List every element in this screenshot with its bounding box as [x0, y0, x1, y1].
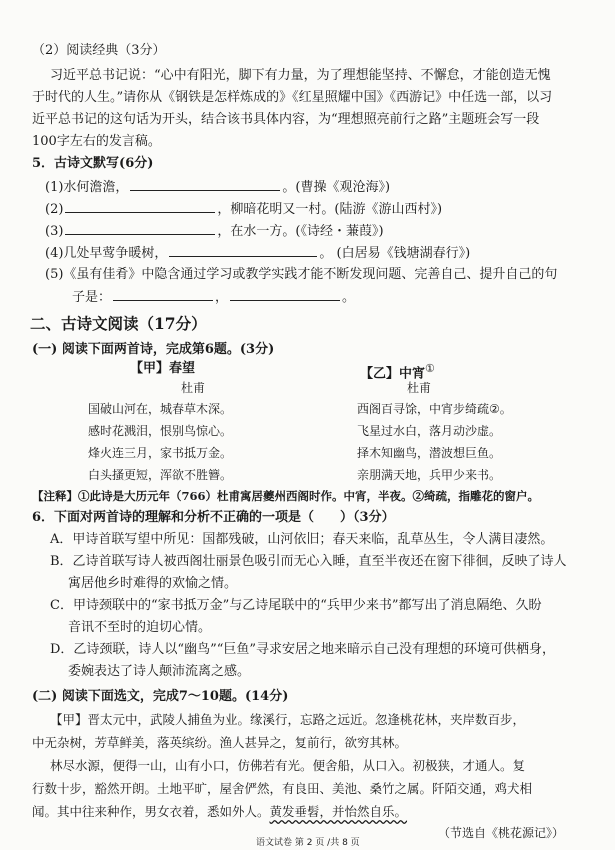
answer-blank-5a[interactable]	[113, 288, 213, 301]
q5-item-3	[45, 222, 384, 241]
poem-b-title: 【乙】中宵	[360, 366, 426, 382]
passage-source: （节选自《桃花源记》）	[438, 826, 565, 840]
answer-blank-2[interactable]	[65, 200, 215, 213]
passage-line-5-text: 闻。其中往来种作，男女衣着，悉如外人。	[32, 804, 270, 819]
q6-option-c-1: C．甲诗颈联中的“家书抵万金”与乙诗尾联中的“兵甲少来书”都写出了消息隔绝、久盼	[50, 598, 542, 613]
poem-a-author: 杜甫	[181, 381, 206, 395]
q5-item-2	[45, 200, 442, 219]
poem-b-line-3: 择木知幽鸟，潜波想巨鱼。	[357, 446, 502, 460]
q5-item-1	[45, 178, 390, 197]
q6-option-d-2: 委婉表达了诗人颠沛流离之感。	[68, 664, 251, 679]
q5-item-4	[45, 244, 470, 263]
q6-option-c-2: 音讯不至时的迫切心情。	[68, 620, 212, 635]
q6-option-d-1: D．乙诗颈联，诗人以“幽鸟”“巨鱼”寻求安居之地来暗示自己没有理想的环境可供栖身，	[50, 642, 556, 657]
answer-blank-5b[interactable]	[230, 288, 340, 301]
q5-item-2-pre: (2)	[45, 202, 64, 217]
answer-blank-3[interactable]	[65, 222, 215, 235]
poem-a-line-4: 白头搔更短，浑欲不胜簪。	[88, 468, 233, 482]
q5-item-5-post: 。	[342, 290, 356, 305]
q5-item-5-mid: ，	[215, 290, 229, 305]
q5-item-2-post: ，柳暗花明又一村。(陆游《游山西村》)	[217, 202, 443, 217]
poem-annotation: 【注释】①此诗是大历元年（766）杜甫寓居夔州西阁时作。中宵，半夜。②绮疏，指雕花的窗户。	[32, 489, 539, 503]
q5-title: 5．古诗文默写(6分)	[32, 156, 154, 171]
page-footer: 语文试卷 第 2 页 /共 8 页	[256, 838, 360, 848]
poem-b-line-1: 西阁百寻馀，中宵步绮疏②。	[357, 402, 512, 416]
q5-item-5-line1: (5)《虽有佳肴》中隐含通过学习或教学实践才能不断发现问题、完善自己、提升自己的句	[45, 267, 558, 282]
q2-line-4: 100字左右的发言稿。	[32, 134, 161, 149]
passage-line-3: 林尽水源，便得一山，山有小口，仿佛若有光。便舍船，从口入。初极狭，才通人。复	[50, 758, 526, 773]
passage-line-2: 中无杂树，芳草鲜美，落英缤纷。渔人甚异之，复前行，欲穷其林。	[32, 735, 408, 750]
q5-item-1-post: 。(曹操《观沧海》)	[282, 180, 391, 195]
poem-a-line-2: 感时花溅泪，恨别鸟惊心。	[88, 424, 233, 438]
part2-title: (二) 阅读下面选文，完成7～10题。(14分)	[32, 689, 289, 704]
q6-title: 6．下面对两首诗的理解和分析不正确的一项是（ ）（3分）	[32, 510, 395, 525]
q2-line-3: 近平总书记的这句话为开头，结合该书具体内容，为“理想照亮前行之路”主题班会写一段	[32, 112, 540, 127]
q5-item-4-pre: (4)几处早莺争暖树，	[45, 246, 168, 261]
passage-line-4: 行数十步，豁然开朗。土地平旷，屋舍俨然，有良田、美池、桑竹之属。阡陌交通，鸡犬相	[32, 781, 533, 796]
q2-line-2: 于时代的人生。”请你从《钢铁是怎样炼成的》《红星照耀中国》《西游记》中任选一部，以习	[32, 90, 553, 105]
poem-b-author: 杜甫	[407, 381, 432, 395]
q5-item-5-pre: 子是：	[72, 290, 112, 305]
q6-option-b-1: B．乙诗首联写诗人被西阁壮丽景色吸引而无心入睡，直至半夜还在窗下徘徊，反映了诗人	[50, 554, 567, 569]
q5-item-5-line2	[72, 288, 355, 307]
poem-b-line-4: 亲朋满天地，兵甲少来书。	[357, 468, 502, 482]
poem-a-line-3: 烽火连三月，家书抵万金。	[88, 446, 233, 460]
q2-line-1: 习近平总书记说：“心中有阳光，脚下有力量，为了理想能坚持、不懈怠，才能创造无愧	[50, 68, 551, 83]
q6-option-a: A．甲诗首联写望中所见：国都残破，山河依旧；春天来临，乱草丛生，令人满目凄然。	[50, 532, 554, 547]
section-2-title: 二、古诗文阅读（17分）	[30, 314, 207, 333]
poem-a-title: 【甲】春望	[130, 361, 196, 376]
q6-option-b-2: 寓居他乡时难得的欢愉之情。	[68, 576, 238, 591]
q5-item-3-post: ，在水一方。(《诗经・蒹葭》)	[217, 224, 384, 239]
answer-blank-1[interactable]	[130, 178, 280, 191]
passage-line-5	[32, 803, 407, 821]
part1-title: (一) 阅读下面两首诗，完成第6题。(3分)	[32, 342, 275, 357]
underlined-sentence: 黄发垂髫，并怡然自乐。	[269, 804, 408, 819]
poem-a-line-1: 国破山河在，城春草木深。	[88, 402, 233, 416]
q5-item-1-pre: (1)水何澹澹，	[45, 180, 129, 195]
poem-b-line-2: 飞星过水白，落月动沙虚。	[357, 424, 502, 438]
poem-b-title-sup: ①	[425, 362, 435, 375]
q5-item-4-post: 。 (白居易《钱塘湖春行》)	[319, 246, 471, 261]
answer-blank-4[interactable]	[169, 244, 317, 257]
q5-item-3-pre: (3)	[45, 224, 64, 239]
passage-line-1: 【甲】晋太元中，武陵人捕鱼为业。缘溪行，忘路之远近。忽逢桃花林，夹岸数百步，	[50, 712, 526, 727]
q2-title: （2）阅读经典（3分）	[32, 43, 166, 58]
